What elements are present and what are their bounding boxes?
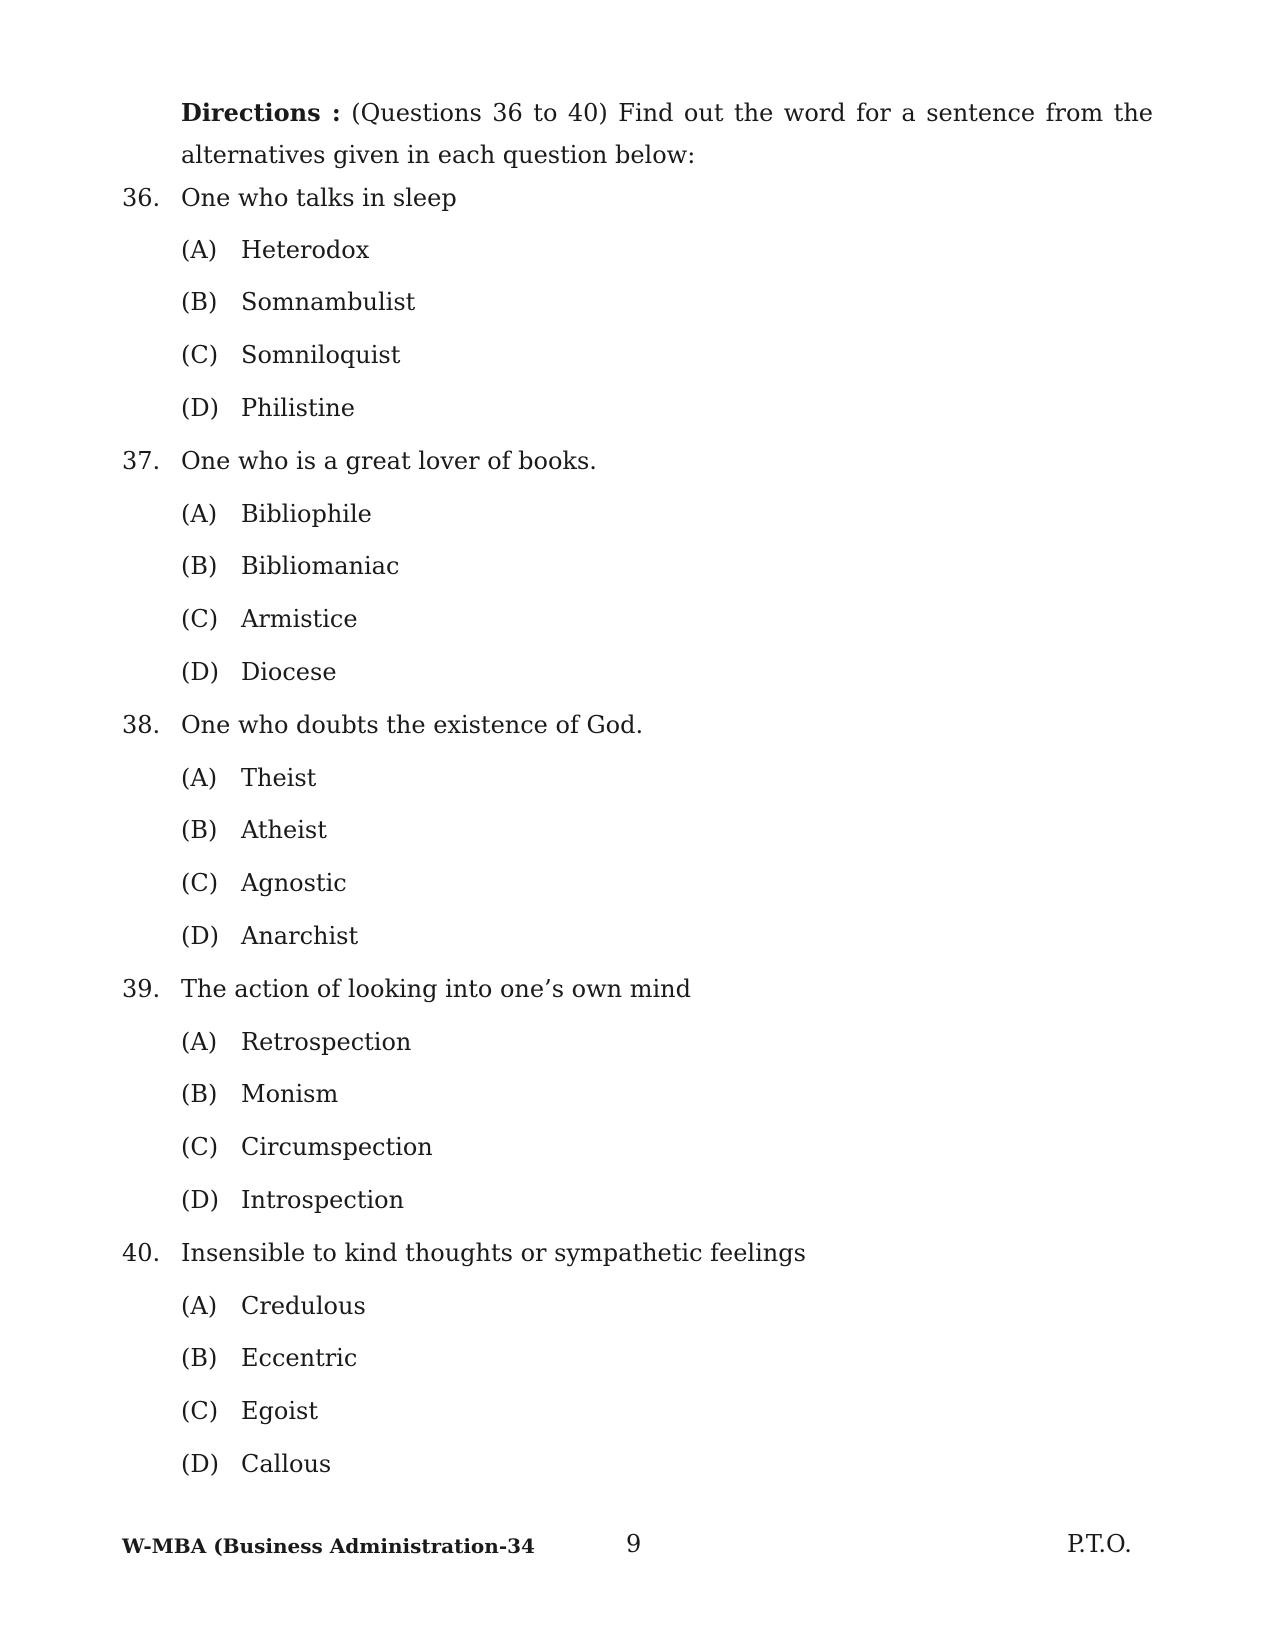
option-letter: (D) bbox=[181, 1186, 219, 1214]
question-text: One who doubts the existence of God. bbox=[181, 711, 644, 739]
option-letter: (B) bbox=[181, 1344, 218, 1372]
option-letter: (D) bbox=[181, 922, 219, 950]
option-text: Anarchist bbox=[241, 922, 359, 950]
option-text: Retrospection bbox=[241, 1028, 412, 1056]
option-text: Eccentric bbox=[241, 1344, 358, 1372]
option-text: Circumspection bbox=[241, 1133, 433, 1161]
option-letter: (D) bbox=[181, 1450, 219, 1478]
option-text: Bibliomaniac bbox=[241, 552, 400, 580]
option-text: Atheist bbox=[241, 816, 327, 844]
option-text: Egoist bbox=[241, 1397, 318, 1425]
option-text: Credulous bbox=[241, 1292, 366, 1320]
question-text: The action of looking into one’s own mind bbox=[181, 975, 691, 1003]
option-letter: (A) bbox=[181, 500, 218, 528]
option-text: Callous bbox=[241, 1450, 332, 1478]
option-letter: (A) bbox=[181, 764, 218, 792]
option-text: Agnostic bbox=[241, 869, 347, 897]
option-letter: (B) bbox=[181, 288, 218, 316]
directions-label: Directions : bbox=[181, 98, 341, 127]
option-text: Somnambulist bbox=[241, 288, 416, 316]
pto-label: P.T.O. bbox=[1067, 1530, 1132, 1558]
paper-code: W-MBA (Business Administration-34 bbox=[122, 1534, 535, 1558]
option-letter: (A) bbox=[181, 236, 218, 264]
option-text: Theist bbox=[241, 764, 317, 792]
question-number: 39. bbox=[122, 975, 161, 1003]
option-letter: (C) bbox=[181, 1133, 219, 1161]
option-letter: (B) bbox=[181, 816, 218, 844]
directions bbox=[181, 92, 1153, 176]
question-number: 38. bbox=[122, 711, 161, 739]
option-letter: (A) bbox=[181, 1028, 218, 1056]
question-number: 40. bbox=[122, 1239, 161, 1267]
option-text: Philistine bbox=[241, 394, 355, 422]
option-text: Bibliophile bbox=[241, 500, 372, 528]
option-letter: (C) bbox=[181, 869, 219, 897]
option-letter: (D) bbox=[181, 658, 219, 686]
option-letter: (C) bbox=[181, 341, 219, 369]
page-number: 9 bbox=[626, 1530, 642, 1558]
option-text: Armistice bbox=[241, 605, 358, 633]
option-letter: (D) bbox=[181, 394, 219, 422]
question-text: One who is a great lover of books. bbox=[181, 447, 597, 475]
option-text: Introspection bbox=[241, 1186, 405, 1214]
option-letter: (A) bbox=[181, 1292, 218, 1320]
option-letter: (C) bbox=[181, 605, 219, 633]
option-text: Heterodox bbox=[241, 236, 370, 264]
option-text: Diocese bbox=[241, 658, 337, 686]
page-footer bbox=[0, 1530, 1275, 1566]
question-number: 37. bbox=[122, 447, 161, 475]
question-text: One who talks in sleep bbox=[181, 184, 457, 212]
option-text: Somniloquist bbox=[241, 341, 401, 369]
question-text: Insensible to kind thoughts or sympathetic feelings bbox=[181, 1239, 806, 1267]
option-letter: (B) bbox=[181, 1080, 218, 1108]
option-letter: (C) bbox=[181, 1397, 219, 1425]
question-number: 36. bbox=[122, 184, 161, 212]
option-text: Monism bbox=[241, 1080, 339, 1108]
directions-text: (Questions 36 to 40) Find out the word for a sentence from the alternatives given in each question below: bbox=[181, 99, 1153, 169]
option-letter: (B) bbox=[181, 552, 218, 580]
